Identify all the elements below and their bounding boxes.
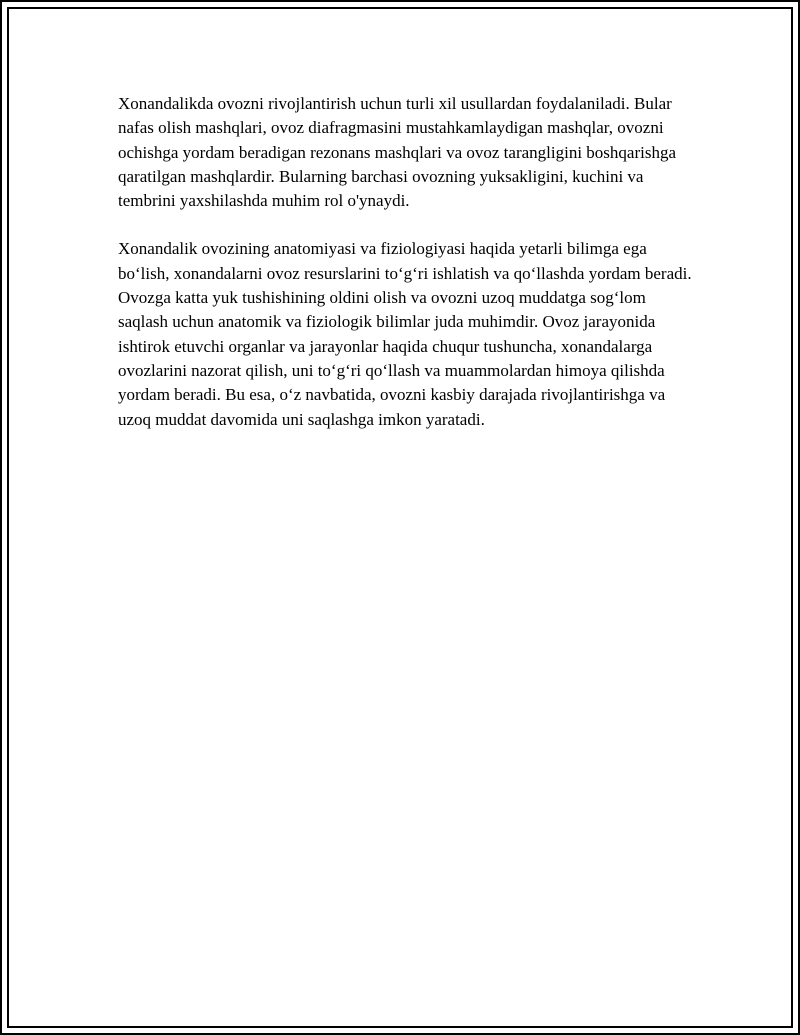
- paragraph-2: Xonandalik ovozining anatomiyasi va fiziologiyasi haqida yetarli bilimga ega bo‘lish, xonandalarni ovoz resurslarini to‘g‘ri ishlatish va qo‘llashda yordam beradi. Ovozga katta yuk tushishining oldini olish va ovozni uzoq muddatga sog‘lom saqlash uchun anatomik va fiziologik bilimlar juda muhimdir. Ovoz jarayonida ishtirok etuvchi organlar va jarayonlar haqida chuqur tushuncha, xonandalarga ovozlarini nazorat qilish, uni to‘g‘ri qo‘llash va muammolardan himoya qilishda yordam beradi. Bu esa, o‘z navbatida, ovozni kasbiy darajada rivojlantirishga va uzoq muddat davomida uni saqlashga imkon yaratadi.: [118, 239, 692, 429]
- document-body: [118, 92, 696, 456]
- paragraph-1: Xonandalikda ovozni rivojlantirish uchun turli xil usullardan foydalaniladi. Bular nafas olish mashqlari, ovoz diafragmasini mustahkamlaydigan mashqlar, ovozni ochishga yordam beradigan rezonans mashqlari va ovoz tarangligini boshqarishga qaratilgan mashqlardir. Bularning barchasi ovozning yuksakligini, kuchini va tembrini yaxshilashda muhim rol o'ynaydi.: [118, 94, 676, 211]
